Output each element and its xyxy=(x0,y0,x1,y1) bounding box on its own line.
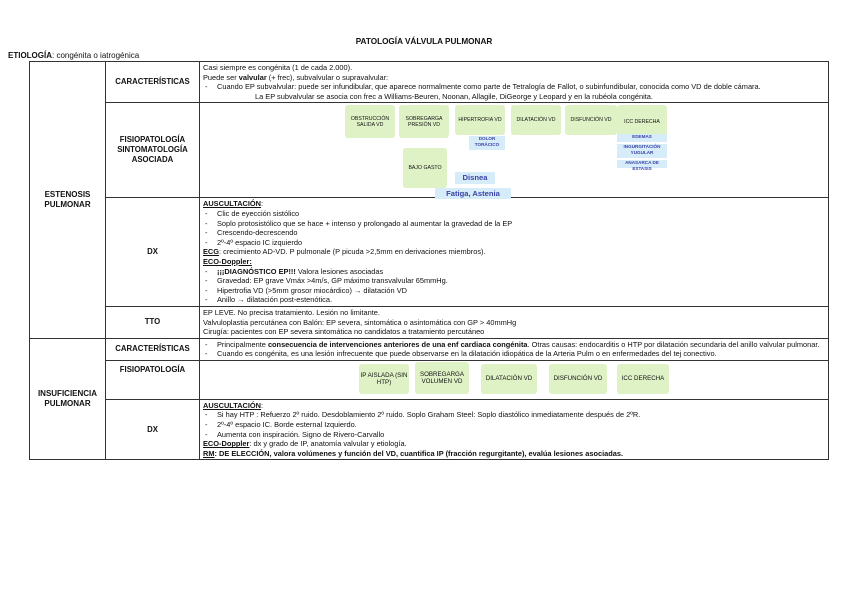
insuf-dx-cell: AUSCULTACIÓN: - Si hay HTP : Refuerzo 2º ruido. Desdoblamiento 2º ruido. Soplo Graham Steel: Soplo diastólico inmediatamente después de 2ºR. - 2º-4º espacio IC. Borde esternal Izquierdo. - Aumenta con inspiración. Signo de Rivero-Carvallo ECO-Doppler: dx y grado de IP, anatomía valvular y etiología. RM: DE ELECCIÓN, valora volúmenes y función del VD, cuantifica IP (fracción regurgitante), evalúa lesiones asociadas. xyxy=(200,399,829,460)
text-line: La EP subvalvular se asocia con frec a Williams-Beuren, Noonan, Allagile, DiGeorge y Leopard y en la rubéola congénita. xyxy=(255,91,653,101)
auscultacion-heading: AUSCULTACIÓN xyxy=(203,199,262,209)
stenosis-fisio-cell xyxy=(200,103,829,198)
text-line: Puede ser valvular (+ frec), subvalvular o supravalvular: xyxy=(203,72,389,82)
flow-box: SOBREGARGA PRESIÓN VD xyxy=(399,105,449,138)
pathology-table xyxy=(29,61,829,460)
row-label-dx: DX xyxy=(106,399,200,460)
ecg-line: ECG: crecimiento AD-VD. P pulmonale (P picuda >2,5mm en derivaciones miembros). xyxy=(203,247,486,257)
flow-box: DILATACIÓN VD xyxy=(511,105,561,135)
section-insuficiencia: INSUFICIENCIA PULMONAR xyxy=(30,338,106,460)
auscultacion-heading: AUSCULTACIÓN xyxy=(203,400,262,410)
anasarca-box: ANASARCA DE ESTASIS xyxy=(617,160,667,168)
list-item: - Clic de eyección sistólico xyxy=(203,209,825,219)
list-item: - ¡¡¡DIAGNÓSTICO EP!!! Valora lesiones asociadas xyxy=(203,267,825,277)
stenosis-dx-cell: AUSCULTACIÓN: - Clic de eyección sistólico - Soplo protosistólico que se hace + intenso y prolongado al aumentar la gravedad de la EP - Crescendo-decrescendo - 2º-4º espacio IC izquierdo ECG: crecimiento AD-VD. P pulmonale (P picuda >2,5mm en derivaciones miembros). ECO-Doppler: - ¡¡¡DIAGNÓSTICO EP!!! Valora lesiones asociadas - Gravedad: EP grave Vmáx >4m/s, GP máximo transvalvular 65mmHg. - Hipertrofia VD (>5mm grosor miocárdico) → dilatación VD - Anillo → dilatación post-estenótica. xyxy=(200,198,829,307)
dolor-box: DOLOR TORÁCICO xyxy=(469,136,505,150)
flow-box: DISFUNCIÓN VD xyxy=(549,364,607,394)
flow-box: DISFUNCIÓN VD xyxy=(565,105,617,135)
text-line: Cirugía: pacientes con EP severa sintomática no candidatos a tratamiento percutáneo xyxy=(203,327,485,337)
flow-box: IP AISLADA (SIN HTP) xyxy=(359,364,409,394)
ingurgitacion-box: INGURGITACIÓN YUGULAR xyxy=(617,144,667,158)
list-item: - 2º-4º espacio IC izquierdo xyxy=(203,238,825,248)
list-item: - Aumenta con inspiración. Signo de Rivero-Carvallo xyxy=(203,430,825,440)
etiologia-line xyxy=(8,51,139,60)
text-line: EP LEVE. No precisa tratamiento. Lesión no limitante. xyxy=(203,307,380,317)
row-label-tto: TTO xyxy=(106,306,200,338)
flow-box: ICC DERECHA xyxy=(617,105,667,138)
edemas-box: EDEMAS xyxy=(617,134,667,142)
table-row xyxy=(30,103,829,198)
list-item: - Hipertrofia VD (>5mm grosor miocárdico) → dilatación VD xyxy=(203,286,825,296)
eco-heading: ECO-Doppler: xyxy=(203,256,252,266)
disnea-label: Disnea xyxy=(455,172,495,184)
list-item: - Cuando es congénita, es una lesión infrecuente que puede observarse en la dilatación idiopática de la Arteria Pulm o en enfermedades del tej conectivo. xyxy=(203,349,825,359)
list-item: - Crescendo-decrescendo xyxy=(203,228,825,238)
list-item: - Cuando EP subvalvular: puede ser infundibular, que aparece normalmente como parte de Tetralogía de Fallot, o subinfundibular, conocida como VD de doble cámara. xyxy=(203,82,825,92)
eco-line: ECO-Doppler: dx y grado de IP, anatomía valvular y etiología. xyxy=(203,439,407,449)
stenosis-caracteristicas-cell xyxy=(200,62,829,103)
list-item: - Anillo → dilatación post-estenótica. xyxy=(203,295,825,305)
row-label-caracteristicas: CARACTERÍSTICAS xyxy=(106,62,200,103)
table-row xyxy=(30,62,829,103)
flow-box: OBSTRUCCIÓN SALIDA VD xyxy=(345,105,395,138)
table-row xyxy=(30,399,829,460)
list-item: - Si hay HTP : Refuerzo 2º ruido. Desdoblamiento 2º ruido. Soplo Graham Steel: Soplo diastólico inmediatamente después de 2ºR. xyxy=(203,410,825,420)
row-label-caracteristicas: CARACTERÍSTICAS xyxy=(106,338,200,360)
list-item: - 2º-4º espacio IC. Borde esternal Izquierdo. xyxy=(203,420,825,430)
insuf-flow-diagram xyxy=(203,362,825,398)
row-label-fisiopatologia: FISIOPATOLOGÍA xyxy=(106,360,200,399)
section-stenosis: ESTENOSIS PULMONAR xyxy=(30,62,106,339)
etiologia-label: ETIOLOGÍA xyxy=(8,51,52,60)
row-label-fisiopatologia: FISIOPATOLOGÍA SINTOMATOLOGÍA ASOCIADA xyxy=(106,103,200,198)
text-line: Valvuloplastia percutánea con Balón: EP severa, sintomática o asintomática con GP > 40mmHg xyxy=(203,317,517,327)
text-line: Casi siempre es congénita (1 de cada 2.000). xyxy=(203,63,353,72)
table-row xyxy=(30,338,829,360)
stenosis-flow-diagram xyxy=(203,104,825,199)
bajo-gasto-box: BAJO GASTO xyxy=(403,148,447,188)
list-item: - Gravedad: EP grave Vmáx >4m/s, GP máximo transvalvular 65mmHg. xyxy=(203,276,825,286)
fatiga-label: Fatiga, Astenia xyxy=(435,188,511,199)
list-item: - Principalmente consecuencia de intervenciones anteriores de una enf cardiaca congénita. Otras causas: endocarditis o HTP por dilatación secundaria del anillo valvular pulmonar. xyxy=(203,340,825,350)
row-label-dx: DX xyxy=(106,198,200,307)
flow-box: DILATACIÓN VD xyxy=(481,364,537,394)
etiologia-text: : congénita o iatrogénica xyxy=(52,51,140,60)
table-row xyxy=(30,198,829,307)
flow-box: HIPERTROFIA VD xyxy=(455,105,505,135)
table-row xyxy=(30,306,829,338)
insuf-fisio-cell xyxy=(200,360,829,399)
list-item: - Soplo protosistólico que se hace + intenso y prolongado al aumentar la gravedad de la EP xyxy=(203,219,825,229)
flow-box: SOBREGARGA VOLUMEN VD xyxy=(415,362,469,394)
page-title: PATOLOGÍA VÁLVULA PULMONAR xyxy=(355,37,493,46)
insuf-caracteristicas-cell xyxy=(200,338,829,360)
rm-line: RM: DE ELECCIÓN, valora volúmenes y función del VD, cuantifica IP (fracción regurgitante), evalúa lesiones asociadas. xyxy=(203,448,624,458)
table-row xyxy=(30,360,829,399)
stenosis-tto-cell xyxy=(200,306,829,338)
flow-box: ICC DERECHA xyxy=(617,364,669,394)
